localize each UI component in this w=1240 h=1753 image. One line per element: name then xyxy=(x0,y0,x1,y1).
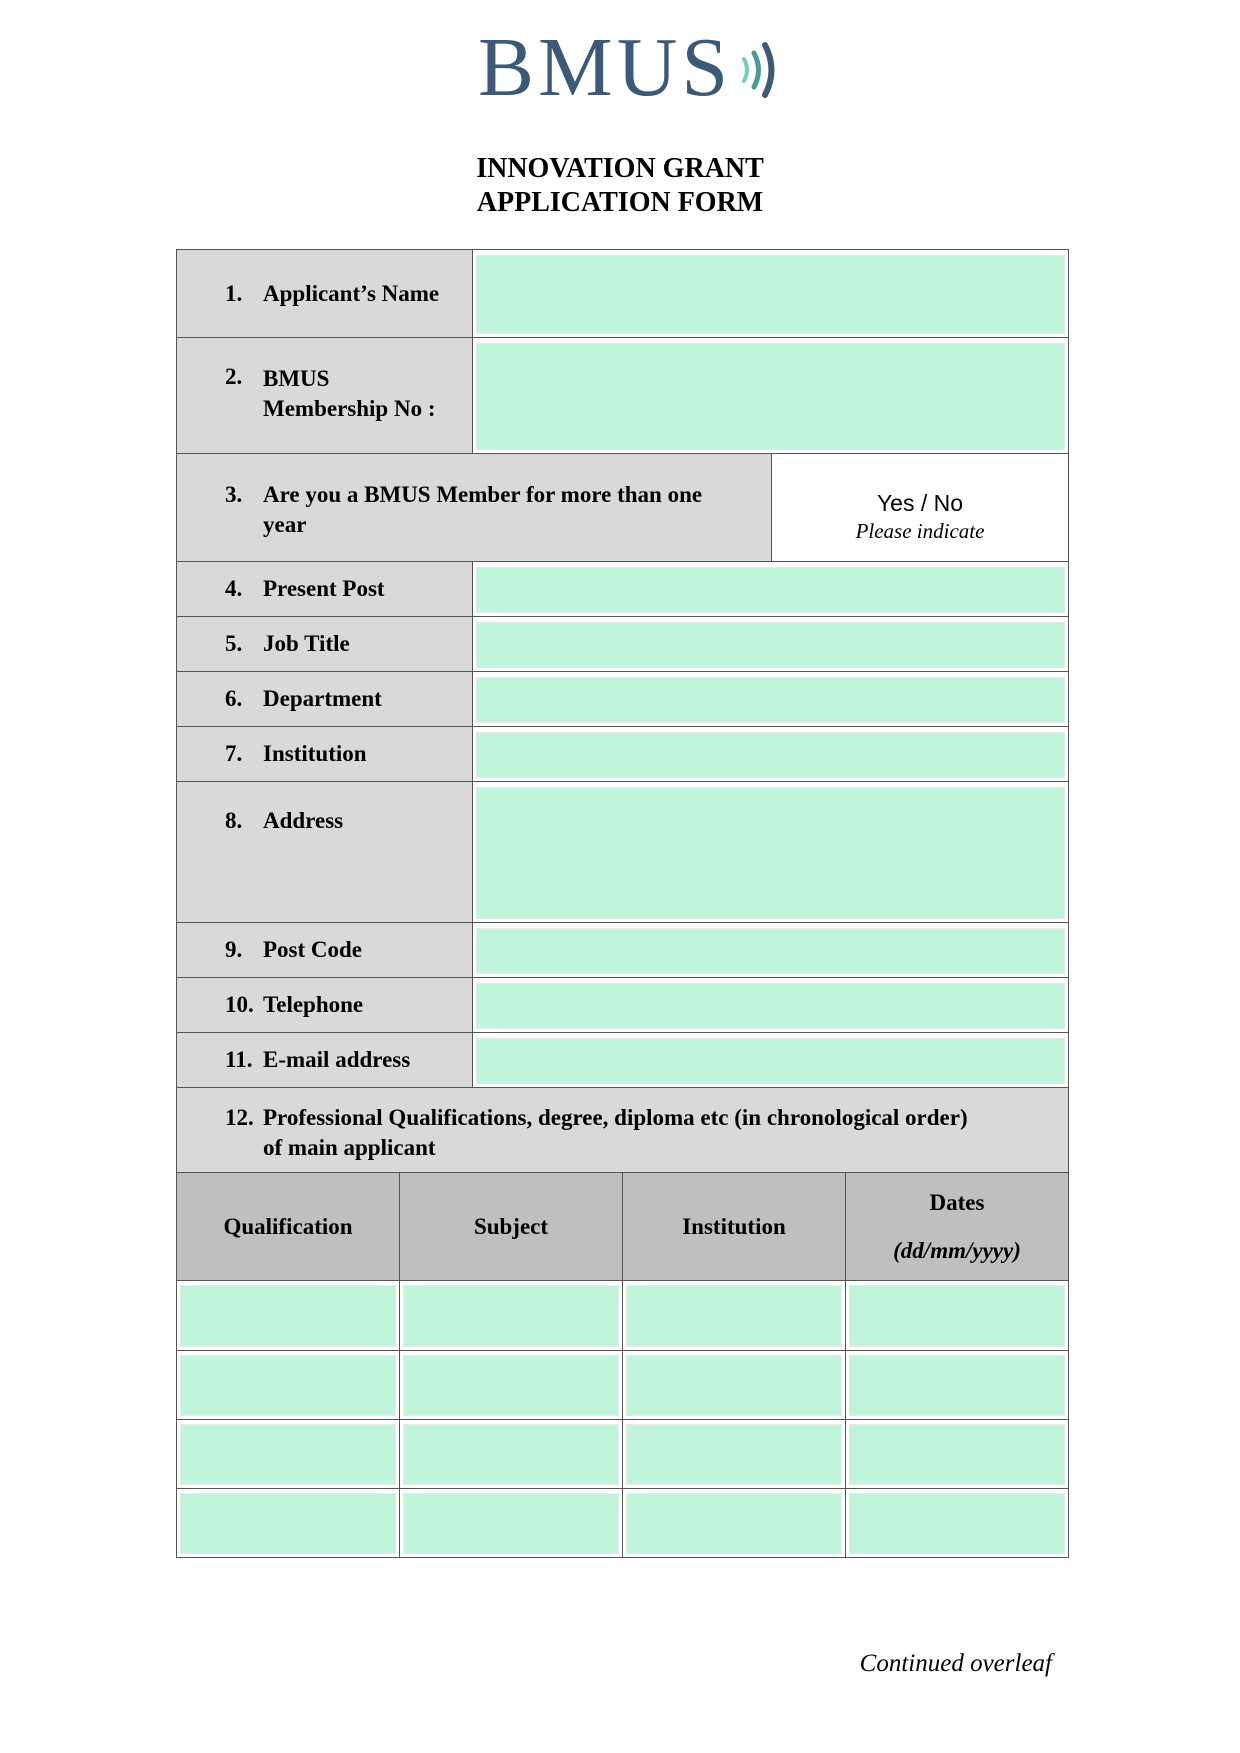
field-label xyxy=(177,454,772,561)
field-label xyxy=(177,782,473,922)
field-label xyxy=(177,617,473,671)
institution-cell[interactable] xyxy=(623,1420,846,1488)
field-label xyxy=(177,672,473,726)
qualifications-heading xyxy=(177,1088,1068,1172)
table-row xyxy=(177,1351,1068,1420)
field-label-text: Post Code xyxy=(263,937,363,962)
column-header-qualification: Qualification xyxy=(177,1173,400,1280)
row-email xyxy=(177,1033,1068,1088)
qualification-cell[interactable] xyxy=(177,1281,400,1350)
field-number: 1. xyxy=(225,280,243,306)
row-telephone xyxy=(177,978,1068,1033)
dates-cell[interactable] xyxy=(846,1489,1068,1557)
field-number: 3. xyxy=(225,482,243,507)
job-title-field[interactable] xyxy=(473,617,1068,671)
field-label xyxy=(177,1033,473,1087)
table-row xyxy=(177,1420,1068,1489)
subject-cell[interactable] xyxy=(400,1420,623,1488)
subject-cell[interactable] xyxy=(400,1489,623,1557)
dates-label: Dates xyxy=(929,1189,985,1215)
dates-cell[interactable] xyxy=(846,1281,1068,1350)
applicant-name-field[interactable] xyxy=(473,250,1068,337)
subject-cell[interactable] xyxy=(400,1351,623,1419)
institution-field[interactable] xyxy=(473,727,1068,781)
field-number: 5. xyxy=(225,631,243,656)
column-header-dates xyxy=(846,1173,1068,1280)
yes-no-text: Yes / No xyxy=(876,489,964,516)
dates-format: (dd/mm/yyyy) xyxy=(893,1237,1021,1263)
field-label xyxy=(177,923,473,977)
field-label-line-1: Are you a BMUS Member for more than one xyxy=(263,482,703,507)
field-label-text: Telephone xyxy=(263,992,364,1017)
institution-cell[interactable] xyxy=(623,1489,846,1557)
field-label-text: Job Title xyxy=(263,631,350,656)
field-label-line-2: year xyxy=(263,512,307,537)
field-number: 10. xyxy=(225,992,254,1017)
field-label-line-2: Membership No : xyxy=(263,396,436,421)
post-code-field[interactable] xyxy=(473,923,1068,977)
field-number: 6. xyxy=(225,686,243,711)
institution-cell[interactable] xyxy=(623,1281,846,1350)
logo-text: BMUS xyxy=(478,21,733,114)
column-header-institution: Institution xyxy=(623,1173,846,1280)
row-job-title xyxy=(177,617,1068,672)
membership-no-field[interactable] xyxy=(473,338,1068,453)
subject-cell[interactable] xyxy=(400,1281,623,1350)
application-form xyxy=(176,249,1069,1558)
qualification-cell[interactable] xyxy=(177,1489,400,1557)
table-row xyxy=(177,1489,1068,1557)
table-row xyxy=(177,1281,1068,1351)
telephone-field[interactable] xyxy=(473,978,1068,1032)
field-label-line-1: BMUS xyxy=(263,366,330,391)
field-label xyxy=(177,562,473,616)
sound-waves-icon xyxy=(738,37,782,103)
column-header-subject: Subject xyxy=(400,1173,623,1280)
field-number: 11. xyxy=(225,1047,253,1072)
row-present-post xyxy=(177,562,1068,617)
address-field[interactable] xyxy=(473,782,1068,922)
row-address xyxy=(177,782,1068,923)
department-field[interactable] xyxy=(473,672,1068,726)
field-number: 7. xyxy=(225,741,243,766)
field-number: 9. xyxy=(225,937,243,962)
please-indicate-hint: Please indicate xyxy=(855,518,985,543)
row-qualifications-heading xyxy=(177,1088,1068,1173)
row-post-code xyxy=(177,923,1068,978)
field-label-text: Present Post xyxy=(263,576,385,601)
qualifications-heading-line-1: Professional Qualifications, degree, diploma etc (in chronological order) xyxy=(263,1105,968,1130)
field-number: 4. xyxy=(225,576,243,601)
field-label xyxy=(177,978,473,1032)
qualifications-header-row xyxy=(177,1173,1068,1281)
title-line-2: APPLICATION FORM xyxy=(476,187,764,218)
dates-cell[interactable] xyxy=(846,1351,1068,1419)
field-label xyxy=(177,250,473,337)
qualification-cell[interactable] xyxy=(177,1351,400,1419)
field-label xyxy=(177,727,473,781)
field-number: 12. xyxy=(225,1105,254,1130)
title-line-1: INNOVATION GRANT xyxy=(476,153,764,184)
present-post-field[interactable] xyxy=(473,562,1068,616)
field-number: 2. xyxy=(225,364,243,389)
form-title xyxy=(0,152,1240,220)
member-yes-no-field[interactable] xyxy=(772,454,1068,561)
field-label-text: Department xyxy=(263,686,382,711)
field-label xyxy=(177,338,473,453)
row-department xyxy=(177,672,1068,727)
row-member-over-one-year xyxy=(177,454,1068,562)
institution-cell[interactable] xyxy=(623,1351,846,1419)
field-label-text: E-mail address xyxy=(263,1047,411,1072)
bmus-logo xyxy=(478,21,782,114)
continued-overleaf-note: Continued overleaf xyxy=(859,1650,1052,1677)
row-membership-no xyxy=(177,338,1068,454)
qualifications-heading-line-2: of main applicant xyxy=(263,1135,436,1160)
email-field[interactable] xyxy=(473,1033,1068,1087)
field-label-text: Institution xyxy=(263,741,367,766)
row-applicant-name xyxy=(177,250,1068,338)
field-label-text: Applicant’s Name xyxy=(263,280,440,306)
field-label-text: Address xyxy=(263,808,344,833)
dates-cell[interactable] xyxy=(846,1420,1068,1488)
row-institution xyxy=(177,727,1068,782)
qualification-cell[interactable] xyxy=(177,1420,400,1488)
field-number: 8. xyxy=(225,808,243,833)
